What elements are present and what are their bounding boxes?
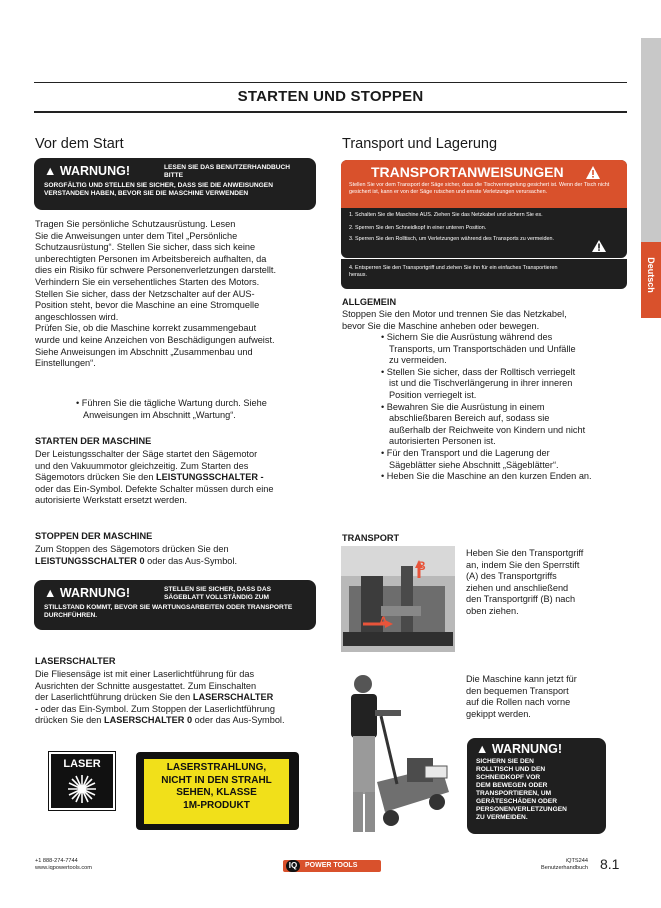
language-tab[interactable] [641, 242, 661, 318]
brand-logo-text: POWER TOOLS [305, 862, 358, 869]
general-bullets [381, 332, 631, 483]
language-tab-label: Deutsch [646, 257, 656, 293]
warning-triangle-icon: ▲ [44, 586, 57, 600]
laser-caution-text: LASERSTRAHLUNG, NICHT IN DEN STRAHL SEHEN, KLASSE 1M-PRODUKT [143, 758, 290, 825]
brand-logo-iq: IQ [286, 860, 300, 872]
transport-step: 3. Sperren Sie den Rolltisch, um Verletzungen während des Transports zu vermeiden. [349, 236, 554, 243]
warning-title: ▲ WARNUNG! [44, 586, 130, 600]
list-item: • Stellen Sie sicher, dass der Rolltisch verriegelt ist und die Tischverlängerung in ihrer inneren Position verriegelt ist. [381, 366, 576, 400]
list-item: • Bewahren Sie die Ausrüstung in einem abschließbaren Bereich auf, sodass sie außerhalb der Reichweite von Kindern und nicht autorisierten Personen ist. [381, 401, 586, 447]
stop-heading: STOPPEN DER MASCHINE [35, 531, 153, 541]
transport-instructions-footer [341, 259, 627, 289]
warning-side-text: LESEN SIE DAS BENUTZERHANDBUCH BITTE [164, 164, 291, 179]
page-title: STARTEN UND STOPPEN [237, 88, 424, 105]
footer-phone: +1 888-274-7744 [35, 858, 78, 864]
stop-paragraph: Zum Stoppen des Sägemotors drücken Sie den LEISTUNGSSCHALTER 0 oder das Aus-Symbol. [35, 544, 238, 566]
left-heading: Vor dem Start [35, 136, 124, 152]
warning-triangle-icon: ▲ [44, 164, 57, 178]
laser-paragraph: Die Fliesensäge ist mit einer Laserlichtführung für das Ausrichten der Schnitte ausgestattet. Zum Einschalten der Laserlichtführung drücken Sie den LASERSCHALTER - oder das Ein-Symbol. Zum Stoppen der Laserlichtführung drücken Sie den LASERSCHALTER 0 oder das Aus-Symbol. [35, 669, 285, 726]
transport-step: 4. Entsperren Sie den Transportgriff und ziehen Sie ihn für ein einfaches Transportieren heraus. [349, 265, 558, 278]
transport-paragraph-1: Heben Sie den Transportgriff an, indem Sie den Sperrstift (A) des Transportgriffs ziehen und anschließend den Transportgriff (B) nach oben ziehen. [466, 548, 584, 616]
label-a: A [379, 614, 388, 628]
label-b: B [417, 559, 426, 573]
transport-instructions-box [341, 160, 627, 258]
list-item: • Heben Sie die Maschine an den kurzen Enden an. [381, 471, 592, 482]
transport-step: 1. Schalten Sie die Maschine AUS. Ziehen Sie das Netzkabel und sichern Sie es. [349, 212, 543, 218]
list-item: • Für den Transport und die Lagerung der Sägeblätter siehe Abschnitt „Sägeblätter“. [381, 447, 559, 470]
general-paragraph: Stoppen Sie den Motor und trennen Sie das Netzkabel, bevor Sie die Maschine anheben oder bewegen. [342, 309, 567, 331]
transport-step: 2. Sperren Sie den Schneidkopf in einer unteren Position. [349, 224, 487, 231]
start-paragraph: Der Leistungsschalter der Säge startet den Sägemotor und den Vakuummotor gleichzeitig. Zum Starten des Sägemotors drücken Sie den LEISTUNGSSCHALTER - oder das Ein-Symbol. Defekte Schalter müssen durch eine autorisierte Werkstatt ersetzt werden. [35, 449, 274, 506]
footer-model: iQTS244 Benutzerhandbuch [541, 858, 588, 871]
transport-instructions-title: TRANSPORTANWEISUNGEN [371, 164, 564, 180]
page-number: 8.1 [600, 856, 620, 872]
transport-instructions-subtitle: Stellen Sie vor dem Transport der Säge sicher, dass die Tischverriegelung gesichert ist. Wenn der Tisch nicht gesichert ist, kann er von der Säge rutschen und ernste Verletzungen verursachen. [349, 182, 610, 195]
title-rule-top [34, 82, 627, 83]
transport-steps [349, 212, 619, 248]
warning-body-text: SICHERN SIE DEN ROLLTISCH UND DEN SCHNEIDKOPF VOR DEM BEWEGEN ODER TRANSPORTIEREN, UM GERÄTESCHÄDEN ODER PERSONENVERLETZUNGEN ZU VERMEIDEN. [476, 758, 567, 821]
title-rule-bottom [34, 111, 627, 113]
general-heading: ALLGEMEIN [342, 297, 397, 307]
right-heading: Transport und Lagerung [342, 136, 498, 152]
footer-website[interactable]: www.iqpowertools.com [35, 864, 92, 871]
laser-heading: LASERSCHALTER [35, 656, 116, 666]
start-heading: STARTEN DER MASCHINE [35, 436, 152, 446]
warning-body-text: STILLSTAND KOMMT, BEVOR SIE WARTUNGSARBEITEN ODER TRANSPORTE DURCHFÜHREN. [44, 604, 293, 619]
laser-starburst-icon [66, 773, 98, 805]
warning-box-read-manual [34, 158, 316, 210]
warning-title: ▲ WARNUNG! [476, 742, 562, 756]
warning-body-text: SORGFÄLTIG UND STELLEN SIE SICHER, DASS SIE DIE ANWEISUNGEN VERSTANDEN HABEN, BEVOR SIE DIE MASCHINE VERWENDEN [44, 182, 273, 197]
laser-badge-label: LASER [63, 758, 101, 770]
person-tilting-saw-illustration [341, 670, 455, 838]
transport-tilt-photo [341, 670, 455, 838]
intro-paragraph: Tragen Sie persönliche Schutzausrüstung. Lesen Sie die Anweisungen unter dem Titel „Persönliche Schutzausrüstung“. Stellen Sie sicher, dass sich keine unberechtigten Personen im Arbeitsbereich aufhalten, da dies ein Risiko für schwere Personenverletzungen darstellt. Verhindern Sie ein versehentliches Starten des Motors. Stellen Sie sicher, dass der Netzschalter auf der AUS- Position steht, bevor die Maschine an eine Stromquelle angeschlossen wird. Prüfen Sie, ob die Maschine korrekt zusammengebaut wurde und keine Anzeichen von Beschädigungen aufweist. Siehe Anweisungen im Abschnitt „Zusammenbau und Einstellungen“. [35, 219, 277, 369]
transport-handle-photo [341, 546, 455, 652]
brand-logo [283, 860, 381, 872]
transport-paragraph-2: Die Maschine kann jetzt für den bequemen Transport auf die Rollen nach vorne gekippt werden. [466, 674, 577, 719]
laser-caution-label [136, 752, 299, 830]
maintenance-bullet: • Führen Sie die tägliche Wartung durch. Siehe Anweisungen im Abschnitt „Wartung“. [76, 398, 267, 420]
warning-triangle-icon [585, 165, 601, 180]
transport-instructions-header [341, 160, 627, 208]
warning-triangle-icon [591, 239, 607, 253]
warning-box-blade-stop [34, 580, 316, 630]
warning-side-text: STELLEN SIE SICHER, DASS DAS SÄGEBLATT VOLLSTÄNDIG ZUM [164, 586, 271, 601]
warning-title: ▲ WARNUNG! [44, 164, 130, 178]
warning-triangle-icon: ▲ [476, 742, 489, 756]
transport-heading: TRANSPORT [342, 533, 400, 543]
list-item: • Sichern Sie die Ausrüstung während des Transports, um Transportschäden und Unfälle zu vermeiden. [381, 332, 576, 366]
saw-handle-illustration [341, 546, 455, 652]
footer-contact [35, 858, 92, 871]
warning-box-secure-table [467, 738, 606, 834]
laser-badge [49, 752, 115, 810]
